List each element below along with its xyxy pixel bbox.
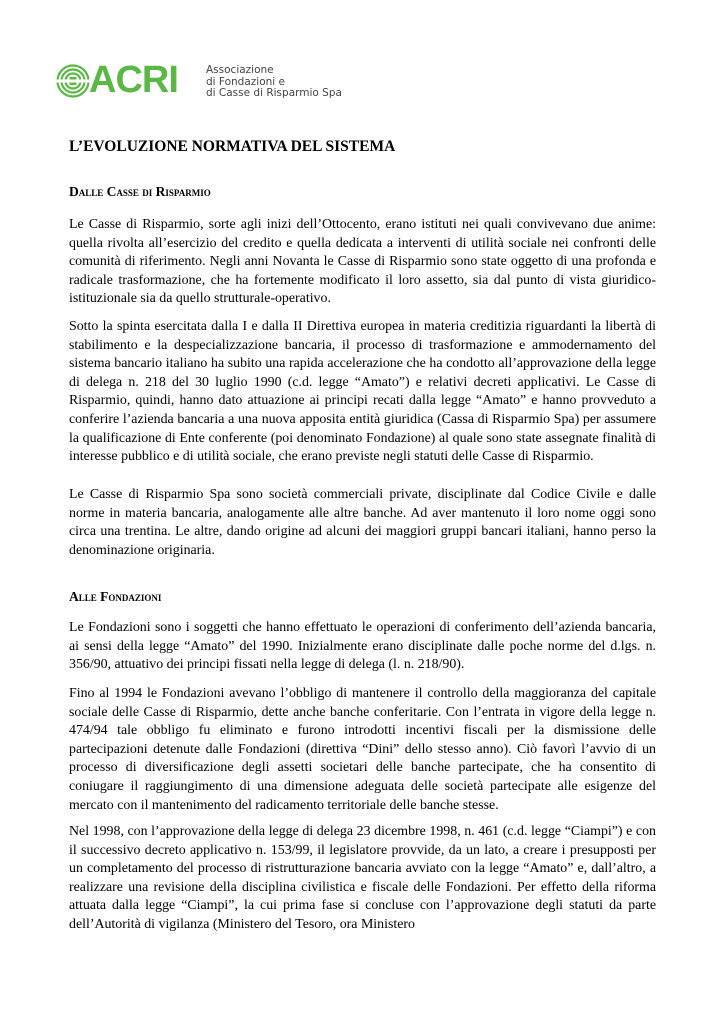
section-heading: Alle Fondazioni [69,589,162,604]
paragraph: Le Casse di Risparmio Spa sono società commerciali private, disciplinate dal Codice Civile e dalle norme in materia bancaria, analogamente alle altre banche. Ad aver mantenuto il loro nome oggi sono circa una trentina. Le altre, dando origine ad alcuni dei maggiori gruppi bancari italiani, hanno perso la denominazione originaria. [69,487,656,558]
paragraph: Le Fondazioni sono i soggetti che hanno effettuato le operazioni di conferimento dell’azienda bancaria, ai sensi della legge “Amato” del 1990. Inizialmente erano disciplinate dalle poche norme del d.lgs. n. 356/90, attuativo dei principi fissati nella legge di delega (l. n. 218/90). [69,620,656,673]
paragraph: Le Casse di Risparmio, sorte agli inizi dell’Ottocento, erano istituti nei quali convivevano due anime: quella rivolta all’esercizio del credito e quella dedicata a interventi di utilità sociale nei confronti delle comunità di riferimento. Negli anni Novanta le Casse di Risparmio sono state oggetto di una profonda e radicale trasformazione, che ha fortemente modificato il loro assetto, sia dal punto di vista giuridico-istituzionale sia da quello strutturale-operativo. [69,217,656,307]
document-title: L’EVOLUZIONE NORMATIVA DEL SISTEMA [69,138,396,155]
logo-subtitle-line: di Casse di Risparmio Spa [206,87,342,99]
acri-emblem-icon [56,64,90,98]
acri-logo [56,59,356,105]
paragraph: Sotto la spinta esercitata dalla I e dalla II Direttiva europea in materia creditizia riguardanti la libertà di stabilimento e la despecializzazione bancaria, il processo di trasformazione e ammodernamento del sistema bancario italiano ha subito una rapida accelerazione che ha condotto all’approvazione della legge di delega n. 218 del 30 luglio 1990 (c.d. legge “Amato”) e relativi decreti applicativi. Le Casse di Risparmio, quindi, hanno dato attuazione ai principi recati dalla legge “Amato” e hanno provveduto a conferire l’azienda bancaria a una nuova apposita entità giuridica (Cassa di Risparmio Spa) per assumere la qualificazione di Ente conferente (poi denominato Fondazione) al quale sono state assegnate finalità di interesse pubblico e di utilità sociale, che erano previste negli statuti delle Casse di Risparmio. [69,319,656,465]
paragraph: Nel 1998, con l’approvazione della legge di delega 23 dicembre 1998, n. 461 (c.d. legge “Ciampi”) e con il successivo decreto applicativo n. 153/99, il legislatore provvide, da un lato, a creare i presupposti per un completamento del processo di ristrutturazione bancaria avviato con la legge “Amato” e, dall’altro, a realizzare una revisione della disciplina civilistica e fiscale delle Fondazioni. Per effetto della riforma attuata dalla legge “Ciampi”, la cui prima fase si concluse con l’approvazione degli statuti da parte dell’Autorità di vigilanza (Ministero del Tesoro, ora Ministero [69,824,656,932]
paragraph: Fino al 1994 le Fondazioni avevano l’obbligo di mantenere il controllo della maggioranza del capitale sociale delle Casse di Risparmio, dette anche banche conferitarie. Con l’entrata in vigore della legge n. 474/94 tale obbligo fu eliminato e furono introdotti incentivi fiscali per la dismissione delle partecipazioni detenute dalle Fondazioni (direttiva “Dini” dello stesso anno). Ciò favorì l’avvio di un processo di diversificazione degli assetti societari delle banche partecipate, che ha consentito di coniugare il raggiungimento di una dimensione adeguata delle società partecipate alle esigenze del mercato con il mantenimento del radicamento territoriale delle banche stesse. [69,686,656,813]
logo-subtitle-line: Associazione [206,64,274,76]
section-heading: Dalle Casse di Risparmio [69,184,211,199]
logo-subtitle [206,65,342,100]
logo-wordmark: ACRI [89,59,178,101]
logo-subtitle-line: di Fondazioni e [206,75,285,88]
